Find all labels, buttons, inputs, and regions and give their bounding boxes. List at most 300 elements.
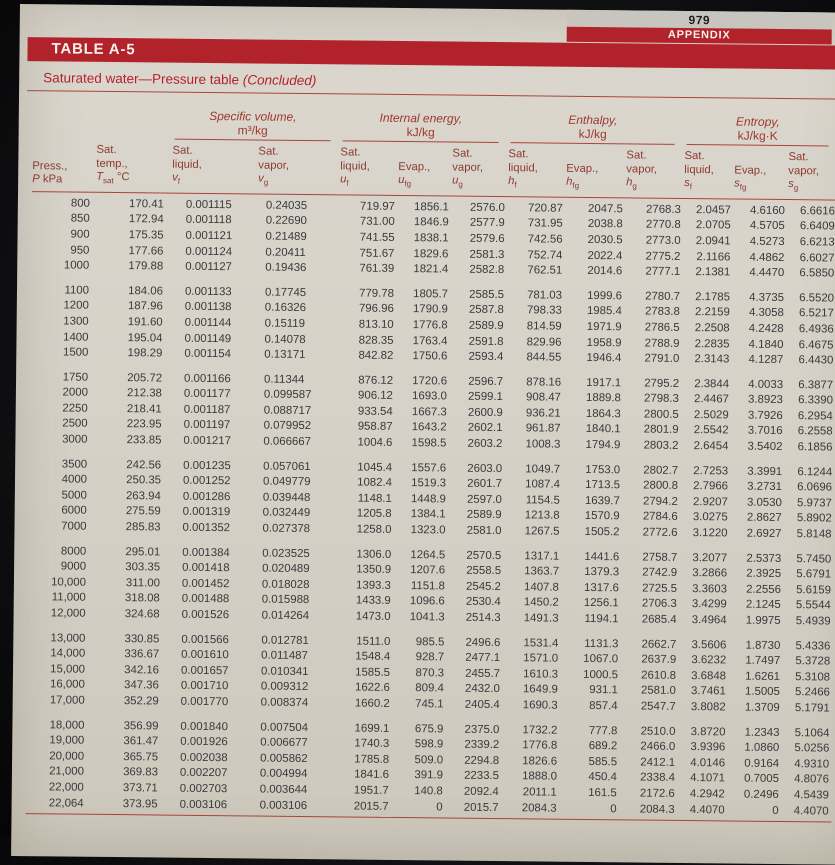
data-cell: 585.5 xyxy=(588,755,618,769)
data-cell: 20,000 xyxy=(49,750,85,763)
data-cell: 1750.6 xyxy=(412,350,448,363)
data-cell: 2725.5 xyxy=(642,582,678,595)
data-cell: 1511.0 xyxy=(356,635,391,648)
data-cell: 0.001352 xyxy=(182,521,231,535)
data-cell: 2405.4 xyxy=(464,698,500,712)
data-cell: 0.039448 xyxy=(262,491,311,504)
data-cell: 0.001166 xyxy=(184,372,231,385)
data-cell: 195.04 xyxy=(127,331,163,345)
data-cell: 2022.4 xyxy=(587,249,623,262)
data-cell: 2466.0 xyxy=(640,740,676,754)
data-cell: 1450.2 xyxy=(523,596,559,610)
subtitle-text: Saturated water—Pressure table xyxy=(43,70,243,88)
data-cell: 2011.1 xyxy=(522,786,557,799)
data-cell: 0.001926 xyxy=(180,735,228,749)
data-cell: 0.001149 xyxy=(184,332,232,345)
data-cell: 2.7966 xyxy=(693,480,729,493)
data-cell: 0.21489 xyxy=(265,230,307,243)
data-cell: 365.75 xyxy=(123,750,159,764)
data-cell: 0.001217 xyxy=(183,434,232,448)
data-cell: 1649.9 xyxy=(522,683,558,697)
data-cell: 2784.6 xyxy=(642,510,678,524)
data-cell: 1205.8 xyxy=(356,507,392,521)
data-cell: 2.6454 xyxy=(693,440,729,453)
data-cell: 1448.9 xyxy=(410,492,446,506)
data-cell: 0.066667 xyxy=(263,435,312,449)
data-cell: 1971.9 xyxy=(586,320,622,334)
data-cell: 3.7926 xyxy=(747,409,783,422)
data-cell: 198.29 xyxy=(127,347,163,360)
data-cell: 11,000 xyxy=(51,591,86,605)
data-cell: 2800.8 xyxy=(643,479,679,493)
data-cell: 6.6213 xyxy=(799,236,835,249)
data-cell: 2547.7 xyxy=(640,700,676,713)
data-cell: 1379.3 xyxy=(584,566,620,579)
data-cell: 1505.2 xyxy=(584,525,620,539)
data-cell: 1548.4 xyxy=(355,650,391,664)
data-cell: 2.5029 xyxy=(693,408,729,422)
data-cell: 4.1287 xyxy=(748,353,784,367)
data-cell: 2803.2 xyxy=(643,439,679,452)
data-cell: 731.95 xyxy=(527,217,563,231)
data-cell: 814.59 xyxy=(526,320,562,333)
data-cell: 1846.9 xyxy=(413,216,449,229)
data-cell: 2600.9 xyxy=(467,406,503,419)
data-cell: 1045.4 xyxy=(357,461,393,474)
data-cell: 0.003106 xyxy=(252,798,334,817)
data-cell: 1.9975 xyxy=(745,614,781,627)
data-cell: 4.4070 xyxy=(678,802,728,821)
data-cell: 1194.1 xyxy=(584,612,619,626)
data-cell: 1753.0 xyxy=(585,463,621,476)
data-cell: 187.96 xyxy=(127,300,163,313)
data-cell: 751.67 xyxy=(359,247,395,260)
data-cell: 2758.7 xyxy=(642,551,678,564)
data-cell: 2015.7 xyxy=(334,799,392,818)
data-cell: 2.9207 xyxy=(692,495,728,509)
data-cell: 303.35 xyxy=(125,561,161,574)
data-cell: 2610.8 xyxy=(641,669,677,682)
data-cell: 1951.7 xyxy=(353,784,389,797)
data-cell: 1841.6 xyxy=(354,768,390,782)
data-cell: 0.001770 xyxy=(180,695,229,709)
data-cell: 0 xyxy=(728,803,782,822)
data-cell: 1384.1 xyxy=(410,508,446,521)
data-cell: 2.5542 xyxy=(693,424,729,437)
column-header: Sat. vapor, $v_g$ xyxy=(258,141,341,195)
data-cell: 4.1071 xyxy=(690,772,726,785)
data-cell: 1690.3 xyxy=(522,699,558,712)
group-header: Entropy, kJ/kg·K xyxy=(685,103,835,147)
data-cell: 2000 xyxy=(62,386,88,400)
data-cell: 0.032449 xyxy=(262,507,311,520)
data-cell: 933.54 xyxy=(357,405,393,418)
data-cell: 1400 xyxy=(63,330,89,344)
data-cell: 2250 xyxy=(62,402,88,415)
data-cell: 1571.0 xyxy=(523,652,559,665)
data-cell: 2593.4 xyxy=(468,350,504,364)
data-cell: 4.0033 xyxy=(748,378,784,391)
data-cell: 0.007504 xyxy=(260,721,309,734)
data-cell: 829.96 xyxy=(526,335,562,349)
data-cell: 720.87 xyxy=(527,202,563,215)
data-cell: 2599.1 xyxy=(468,390,503,404)
column-header: Press., P kPa xyxy=(32,138,97,192)
data-cell: 0.19436 xyxy=(265,261,307,275)
data-cell: 1713.5 xyxy=(585,479,621,492)
appendix-label: APPENDIX xyxy=(567,27,832,45)
data-cell: 1407.8 xyxy=(524,581,559,594)
data-cell: 2780.7 xyxy=(645,290,681,303)
data-cell: 1821.4 xyxy=(413,263,449,276)
data-cell: 3500 xyxy=(61,458,88,471)
data-cell: 2777.1 xyxy=(645,265,681,279)
data-cell: 2.0941 xyxy=(695,235,731,248)
data-cell: 1917.1 xyxy=(586,376,622,390)
data-cell: 1008.3 xyxy=(525,438,561,451)
data-cell: 5.3728 xyxy=(795,655,831,668)
data-cell: 2.6927 xyxy=(746,527,782,541)
data-cell: 6.5850 xyxy=(799,267,835,280)
data-cell: 1763.4 xyxy=(412,334,448,347)
data-cell: 2794.2 xyxy=(642,495,678,508)
data-cell: 22,000 xyxy=(48,781,84,794)
data-cell: 1087.4 xyxy=(525,478,561,491)
data-cell: 336.67 xyxy=(124,648,160,661)
data-cell: 2.3143 xyxy=(694,353,730,366)
data-cell: 1643.2 xyxy=(411,421,447,434)
data-cell: 170.41 xyxy=(129,197,164,211)
data-cell: 9000 xyxy=(60,560,87,573)
data-cell: 2770.8 xyxy=(645,218,681,232)
data-cell: 2587.8 xyxy=(468,304,504,317)
data-cell: 798.33 xyxy=(526,304,562,318)
data-cell: 3.5402 xyxy=(747,440,783,454)
data-cell: 2.1785 xyxy=(695,290,731,304)
data-cell: 1473.0 xyxy=(355,610,391,623)
data-cell: 10,000 xyxy=(51,576,87,589)
data-cell: 1699.1 xyxy=(354,722,390,735)
data-cell: 1131.3 xyxy=(584,637,619,650)
data-cell: 0.002038 xyxy=(180,751,228,764)
data-cell: 2412.1 xyxy=(640,756,676,769)
data-cell: 6.6616 xyxy=(800,204,835,218)
data-cell: 2084.3 xyxy=(619,802,677,821)
data-cell: 1790.9 xyxy=(412,303,448,316)
data-cell: 223.95 xyxy=(126,418,162,431)
data-cell: 250.35 xyxy=(126,474,162,487)
data-cell: 450.4 xyxy=(588,771,617,784)
data-cell: 936.21 xyxy=(525,407,561,420)
data-cell: 1519.3 xyxy=(411,477,447,490)
data-cell: 0.001488 xyxy=(181,593,230,606)
data-cell: 1207.6 xyxy=(410,564,446,577)
data-cell: 2038.8 xyxy=(587,218,623,231)
data-cell: 1732.2 xyxy=(522,723,558,737)
data-cell: 18,000 xyxy=(49,718,85,732)
data-cell: 1.3709 xyxy=(744,701,780,714)
data-cell: 2545.2 xyxy=(466,580,501,593)
data-cell: 0.099587 xyxy=(263,388,312,402)
data-cell: 2795.2 xyxy=(644,377,680,390)
data-cell: 1531.4 xyxy=(523,636,559,650)
data-cell: 3.2866 xyxy=(692,567,728,580)
data-cell: 3.3603 xyxy=(692,582,728,596)
data-cell: 5000 xyxy=(61,489,87,502)
data-cell: 5.2466 xyxy=(794,686,830,699)
data-cell: 1363.7 xyxy=(524,565,560,578)
data-cell: 6.4675 xyxy=(798,338,834,352)
data-cell: 0.001526 xyxy=(181,608,230,622)
data-cell: 1720.6 xyxy=(412,374,448,388)
data-cell: 1100 xyxy=(64,284,90,297)
data-cell: 1557.6 xyxy=(411,461,447,475)
data-cell: 0.088717 xyxy=(263,404,312,417)
data-cell: 1264.5 xyxy=(410,548,446,562)
data-cell: 5.1064 xyxy=(794,726,830,740)
data-cell: 2047.5 xyxy=(587,202,623,216)
data-cell: 8000 xyxy=(60,545,87,558)
data-cell: 6.6409 xyxy=(799,220,835,233)
data-cell: 876.12 xyxy=(358,374,394,387)
data-cell: 3.5606 xyxy=(691,638,727,652)
data-cell: 6.6027 xyxy=(799,251,835,265)
data-cell: 908.47 xyxy=(525,391,561,404)
data-cell: 0.20411 xyxy=(265,246,306,259)
data-cell: 2706.3 xyxy=(641,597,677,611)
data-cell: 1258.0 xyxy=(356,523,392,536)
data-cell: 0.001133 xyxy=(184,285,232,298)
data-cell: 0.001127 xyxy=(185,260,232,274)
data-cell: 1639.7 xyxy=(584,494,620,508)
data-cell: 3.8720 xyxy=(690,725,726,738)
column-header: Sat. vapor, $h_g$ xyxy=(626,144,685,198)
data-cell: 1667.3 xyxy=(411,406,447,419)
data-cell: 0.001118 xyxy=(185,214,232,227)
data-cell: 6.4430 xyxy=(798,354,834,367)
data-cell: 172.94 xyxy=(128,213,164,226)
data-cell: 762.51 xyxy=(527,264,563,277)
data-cell: 6.3877 xyxy=(798,378,834,392)
data-cell: 2375.0 xyxy=(464,723,500,736)
data-cell: 233.85 xyxy=(126,434,162,447)
data-cell: 5.3108 xyxy=(795,670,831,684)
data-cell: 0.005862 xyxy=(260,752,308,765)
data-cell: 212.38 xyxy=(127,387,162,400)
data-cell: 4.5439 xyxy=(793,789,829,802)
data-cell: 1838.1 xyxy=(413,232,449,245)
data-cell: 1.5005 xyxy=(744,686,780,699)
data-cell: 1622.6 xyxy=(354,681,390,695)
data-cell: 0.7005 xyxy=(744,772,780,786)
data-cell: 2791.0 xyxy=(644,352,680,366)
data-cell: 842.82 xyxy=(358,349,394,363)
data-cell: 1785.8 xyxy=(354,753,390,766)
data-cell: 2582.8 xyxy=(469,263,505,277)
data-cell: 2570.5 xyxy=(466,549,502,562)
data-cell: 2577.9 xyxy=(469,217,505,230)
data-cell: 21,000 xyxy=(49,765,85,779)
data-cell: 373.71 xyxy=(122,782,158,795)
data-cell: 777.8 xyxy=(588,724,618,737)
data-cell: 850 xyxy=(70,212,90,226)
data-cell: 12,000 xyxy=(50,607,86,620)
data-cell: 0.9164 xyxy=(744,757,780,770)
data-cell: 179.88 xyxy=(128,260,164,273)
column-header: Evap., $u_{fg}$ xyxy=(398,142,453,196)
group-header: Specific volume, m³/kg xyxy=(173,98,341,142)
data-cell: 1491.3 xyxy=(523,612,559,625)
data-cell: 3.4299 xyxy=(691,598,727,611)
data-cell: 2597.0 xyxy=(466,493,502,506)
data-cell: 2500 xyxy=(62,417,88,431)
data-cell: 0.13171 xyxy=(264,348,306,362)
data-cell: 2.7253 xyxy=(693,464,729,478)
data-cell: 17,000 xyxy=(49,694,85,707)
data-cell: 318.08 xyxy=(124,592,160,605)
data-cell: 0.001144 xyxy=(184,316,232,330)
data-cell: 1441.6 xyxy=(584,550,620,563)
data-cell: 6.2954 xyxy=(797,410,833,423)
data-cell: 184.06 xyxy=(128,284,164,298)
data-cell: 781.03 xyxy=(527,289,563,302)
data-cell: 928.7 xyxy=(415,651,445,664)
data-cell: 2496.6 xyxy=(465,636,501,649)
data-cell: 4.3058 xyxy=(748,306,784,320)
data-cell: 0.003644 xyxy=(259,783,308,796)
data-cell: 1433.9 xyxy=(355,594,391,608)
data-cell: 1154.5 xyxy=(525,494,560,507)
data-cell: 0.2496 xyxy=(743,788,779,801)
data-cell: 0.001187 xyxy=(183,403,231,417)
data-cell: 731.00 xyxy=(359,215,395,229)
data-cell: 1082.4 xyxy=(357,476,393,490)
group-header: Internal energy, kJ/kg xyxy=(341,99,509,143)
data-cell: 5.8148 xyxy=(796,528,832,541)
data-cell: 324.68 xyxy=(124,608,160,621)
data-cell: 2637.9 xyxy=(641,653,677,667)
data-cell: 0.001154 xyxy=(184,347,232,361)
data-cell: 6000 xyxy=(61,504,87,518)
data-cell: 1660.2 xyxy=(354,697,390,710)
data-cell: 1840.1 xyxy=(585,423,621,436)
data-cell: 0.001566 xyxy=(181,633,229,646)
data-cell: 1610.3 xyxy=(523,668,559,681)
data-cell: 5.6791 xyxy=(796,568,832,581)
data-cell: 1585.5 xyxy=(355,666,391,679)
data-cell: 16,000 xyxy=(49,678,85,692)
data-cell: 6.5520 xyxy=(799,291,835,305)
data-cell: 205.72 xyxy=(127,371,163,385)
data-cell: 1323.0 xyxy=(410,524,446,537)
data-cell: 3.2077 xyxy=(692,551,728,565)
data-cell: 2514.3 xyxy=(465,611,501,625)
data-cell: 0.001235 xyxy=(183,459,231,472)
data-cell: 2591.8 xyxy=(468,335,504,348)
data-cell: 2576.0 xyxy=(469,201,505,214)
data-cell: 3.3991 xyxy=(747,465,783,478)
data-cell: 2455.7 xyxy=(465,667,501,680)
data-cell: 373.95 xyxy=(90,796,166,815)
data-cell: 0.002207 xyxy=(179,767,228,780)
data-cell: 5.8902 xyxy=(796,512,832,525)
data-cell: 2.1245 xyxy=(745,599,781,612)
data-cell: 1750 xyxy=(62,371,89,384)
data-cell: 3.4964 xyxy=(691,614,727,627)
data-cell: 675.9 xyxy=(414,722,444,736)
data-cell: 15,000 xyxy=(50,663,86,676)
data-cell: 0.001115 xyxy=(185,198,232,211)
data-cell: 0.16326 xyxy=(264,301,307,315)
data-cell: 5.9737 xyxy=(796,497,832,510)
data-cell: 509.0 xyxy=(414,753,444,767)
data-cell: 1350.9 xyxy=(356,563,392,577)
data-cell: 1500 xyxy=(62,346,89,359)
data-cell: 2510.0 xyxy=(640,725,676,738)
data-cell: 3.2731 xyxy=(747,480,783,494)
table-subtitle xyxy=(27,66,835,100)
data-cell: 2.5373 xyxy=(746,552,782,565)
data-cell: 0.010341 xyxy=(260,665,309,678)
data-cell: 742.56 xyxy=(527,233,563,246)
data-cell: 6.5217 xyxy=(798,307,834,320)
data-cell: 2.2159 xyxy=(694,306,730,319)
data-cell: 140.8 xyxy=(414,785,443,798)
data-cell: 2798.3 xyxy=(644,392,679,406)
data-cell: 3.8082 xyxy=(690,701,726,714)
data-cell: 4.0146 xyxy=(690,756,726,770)
data-cell: 1985.4 xyxy=(586,305,622,318)
data-cell: 177.66 xyxy=(128,244,164,258)
data-cell: 689.2 xyxy=(588,740,618,753)
data-cell: 2603.0 xyxy=(467,462,503,475)
data-cell: 6.1856 xyxy=(797,441,833,454)
data-cell: 0.049779 xyxy=(262,475,311,489)
data-cell: 1776.8 xyxy=(412,319,448,332)
data-cell: 4.4862 xyxy=(749,251,785,264)
data-cell: 347.36 xyxy=(123,679,159,692)
data-cell: 0.020489 xyxy=(262,562,310,576)
data-cell: 0.22690 xyxy=(265,214,307,228)
data-cell: 0.057061 xyxy=(263,460,311,473)
data-cell: 0.001252 xyxy=(182,474,231,488)
data-cell: 1000 xyxy=(63,259,90,272)
data-cell: 813.10 xyxy=(358,318,394,331)
data-cell: 2.0705 xyxy=(695,219,731,232)
data-cell: 1096.6 xyxy=(409,595,445,608)
data-cell: 19,000 xyxy=(49,734,85,747)
data-cell: 2579.6 xyxy=(469,232,505,246)
data-cell: 2589.9 xyxy=(466,509,502,522)
data-cell: 356.99 xyxy=(123,719,159,733)
data-cell: 3.7461 xyxy=(690,685,726,698)
page-number: 979 xyxy=(567,10,832,30)
data-cell: 1.2343 xyxy=(744,726,780,739)
data-cell: 3.9396 xyxy=(690,741,726,754)
data-cell: 1776.8 xyxy=(522,739,558,752)
data-cell: 4.4070 xyxy=(782,804,832,823)
data-cell: 2.1381 xyxy=(695,266,731,279)
data-cell: 2742.9 xyxy=(642,566,678,580)
data-cell: 275.59 xyxy=(125,505,161,518)
data-cell: 2801.9 xyxy=(643,424,679,437)
data-cell: 2773.0 xyxy=(645,234,681,247)
data-cell: 2477.1 xyxy=(465,651,501,665)
data-cell: 4000 xyxy=(61,473,88,486)
data-cell: 311.00 xyxy=(125,576,161,590)
data-cell: 5.4336 xyxy=(795,639,831,653)
page-corner-header xyxy=(567,10,832,45)
